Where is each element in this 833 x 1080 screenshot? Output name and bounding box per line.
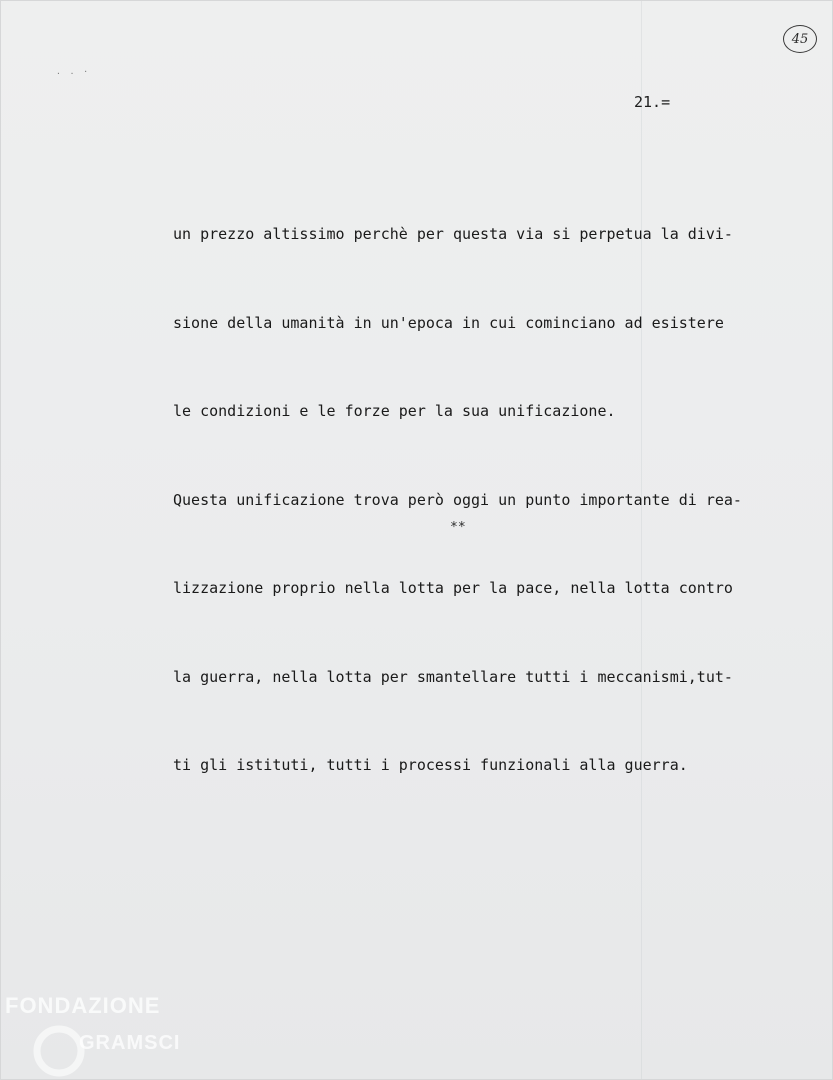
text-line: lizzazione proprio nella lotta per la pace, nella lotta contro — [173, 579, 733, 597]
watermark-logo — [1, 989, 231, 1079]
text-line: la guerra, nella lotta per smantellare tutti i meccanismi,tut- — [173, 667, 733, 686]
text-line: le condizioni e le forze per la sua unificazione. — [173, 402, 616, 420]
text-line: ti gli istituti, tutti i processi funzionali alla guerra. — [173, 756, 688, 774]
text-line: un prezzo altissimo perchè per questa via si perpetua la divi- — [173, 225, 733, 243]
page-number: 21.= — [634, 93, 671, 111]
paper-speck: . . · — [56, 67, 91, 76]
fondazione-gramsci-watermark — [1, 989, 231, 1079]
archive-stamp-number: 45 — [791, 31, 809, 47]
typed-text-block — [173, 161, 793, 840]
section-separator: ** — [450, 520, 466, 535]
watermark-line1: FONDAZIONE — [5, 993, 161, 1018]
text-line: sione della umanità in un'epoca in cui cominciano ad esistere — [173, 313, 724, 332]
watermark-line2: GRAMSCI — [79, 1032, 181, 1054]
text-line: Questa unificazione trova però oggi un punto importante di rea- — [173, 490, 742, 509]
archive-stamp — [783, 25, 817, 53]
